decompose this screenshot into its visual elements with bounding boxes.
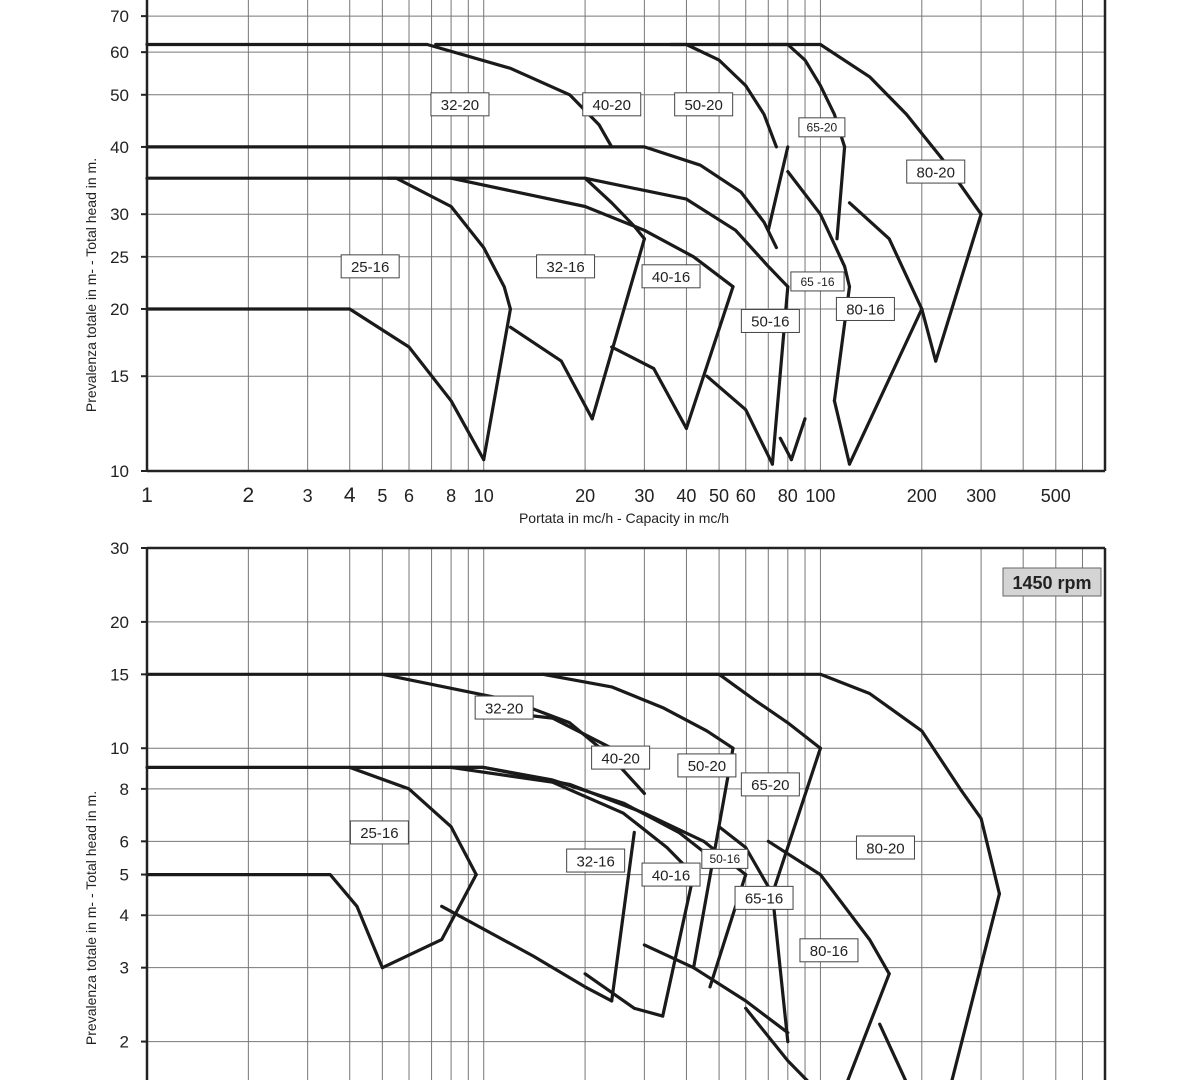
bottom-curve-label xyxy=(475,696,533,719)
top-curve-label xyxy=(642,265,700,288)
bottom-curve-label xyxy=(800,939,858,962)
bottom-curve-label-text: 25-16 xyxy=(360,825,399,843)
top-x-tick-label: 300 xyxy=(966,486,997,506)
bottom-curve-label-text: 40-16 xyxy=(651,867,691,885)
top-x-axis-title: Portata in mc/h - Capacity in mc/h xyxy=(518,510,730,526)
top-curve-label-text: 80-16 xyxy=(846,301,885,319)
bottom-y-tick-label: 6 xyxy=(119,832,129,852)
bottom-curve-label xyxy=(350,821,408,844)
bottom-y-tick-label: 3 xyxy=(119,958,129,978)
bottom-curve-label xyxy=(735,886,793,909)
top-y-tick-label: 15 xyxy=(110,367,129,387)
rpm-badge xyxy=(1003,568,1101,596)
top-curve-label xyxy=(583,93,641,116)
bottom-curve-label xyxy=(642,863,700,886)
top-curve-label xyxy=(799,118,845,137)
top-y-tick-label: 20 xyxy=(110,299,129,319)
bottom-curve-label-text: 50-20 xyxy=(687,758,727,776)
top-x-tick-label: 30 xyxy=(634,486,655,506)
top-y-tick-label: 60 xyxy=(110,43,129,63)
bottom-y-axis-title: Prevalenza totale in m- - Total head in m. xyxy=(83,790,99,1046)
top-x-tick-label: 4 xyxy=(343,484,356,507)
bottom-y-tick-label: 2 xyxy=(119,1032,129,1052)
bottom-y-tick-label: 8 xyxy=(119,779,129,799)
bottom-curve-label-text: 80-20 xyxy=(866,840,905,858)
bottom-y-tick-label: 15 xyxy=(110,665,129,685)
bottom-y-tick-label: 4 xyxy=(119,906,129,926)
top-x-tick-label: 80 xyxy=(777,486,798,506)
top-curve-label-text: 80-20 xyxy=(916,164,955,182)
top-curve-label-text: 50-16 xyxy=(751,313,790,331)
bottom-y-tick-label: 10 xyxy=(110,739,129,759)
bottom-curve-label-text: 32-20 xyxy=(484,700,524,718)
bottom-curve-label xyxy=(741,773,799,796)
top-x-tick-label: 8 xyxy=(446,486,457,506)
top-x-tick-label: 40 xyxy=(676,486,697,506)
bottom-y-tick-label: 20 xyxy=(110,612,129,632)
top-curve-label-text: 25-16 xyxy=(350,259,390,277)
bottom-curve-label xyxy=(592,746,650,769)
top-x-tick-label: 100 xyxy=(805,486,836,506)
top-curve-label xyxy=(341,255,399,278)
top-curve-label-text: 32-20 xyxy=(440,97,480,115)
top-y-tick-label: 50 xyxy=(110,85,129,105)
bottom-curve-label xyxy=(856,836,914,859)
bottom-chart-1450rpm xyxy=(83,539,1105,1080)
top-y-axis-title: Prevalenza totale in m- - Total head in m. xyxy=(83,157,99,413)
top-curve-label xyxy=(537,255,595,278)
top-curve-label-text: 65 -16 xyxy=(800,274,835,289)
rpm-badge-text: 1450 rpm xyxy=(1012,573,1092,593)
top-y-tick-label: 10 xyxy=(110,462,129,481)
top-x-tick-label: 500 xyxy=(1040,486,1071,506)
top-y-tick-label: 40 xyxy=(110,137,129,157)
bottom-curve-label-text: 65-20 xyxy=(751,777,790,795)
bottom-curve-label-text: 80-16 xyxy=(809,943,849,961)
bottom-curve-label-text: 50-16 xyxy=(709,852,741,867)
top-curve-label xyxy=(791,272,844,291)
top-x-tick-label: 10 xyxy=(473,486,494,506)
top-x-tick-label: 20 xyxy=(575,486,596,506)
top-plot-area xyxy=(147,0,1105,471)
bottom-y-tick-label: 30 xyxy=(110,539,129,558)
top-x-tick-label: 1 xyxy=(141,484,153,507)
top-curve-label-text: 40-20 xyxy=(592,97,631,115)
top-curve-label-text: 40-16 xyxy=(651,269,691,287)
top-curve-label xyxy=(675,93,733,116)
top-y-tick-label: 30 xyxy=(110,205,129,225)
top-x-tick-label: 3 xyxy=(302,486,313,506)
top-curve-label xyxy=(741,309,799,332)
top-curve-label xyxy=(836,297,894,320)
bottom-curve-label-text: 65-16 xyxy=(744,890,784,908)
top-curve-label xyxy=(431,93,489,116)
bottom-curve-label-text: 40-20 xyxy=(601,750,640,768)
top-curve-label xyxy=(907,160,965,183)
top-curve-label-text: 65-20 xyxy=(806,120,838,135)
top-curve-label-text: 32-16 xyxy=(546,259,585,277)
bottom-curve-label xyxy=(567,849,625,872)
bottom-y-tick-label: 5 xyxy=(119,865,129,885)
top-x-tick-label: 50 xyxy=(709,486,730,506)
bottom-curve-label xyxy=(702,849,748,868)
top-x-tick-label: 2 xyxy=(242,484,255,507)
top-x-tick-label: 200 xyxy=(906,486,937,506)
top-curve-label-text: 50-20 xyxy=(684,97,723,115)
top-chart-2900rpm xyxy=(83,0,1105,526)
bottom-curve-label-text: 32-16 xyxy=(576,853,615,871)
top-x-tick-label: 6 xyxy=(404,486,415,506)
top-x-tick-label: 60 xyxy=(735,486,756,506)
top-y-tick-label: 25 xyxy=(110,247,129,267)
top-x-tick-label: 5 xyxy=(377,486,388,506)
top-y-tick-label: 70 xyxy=(110,7,129,27)
bottom-curve-label xyxy=(678,754,736,777)
